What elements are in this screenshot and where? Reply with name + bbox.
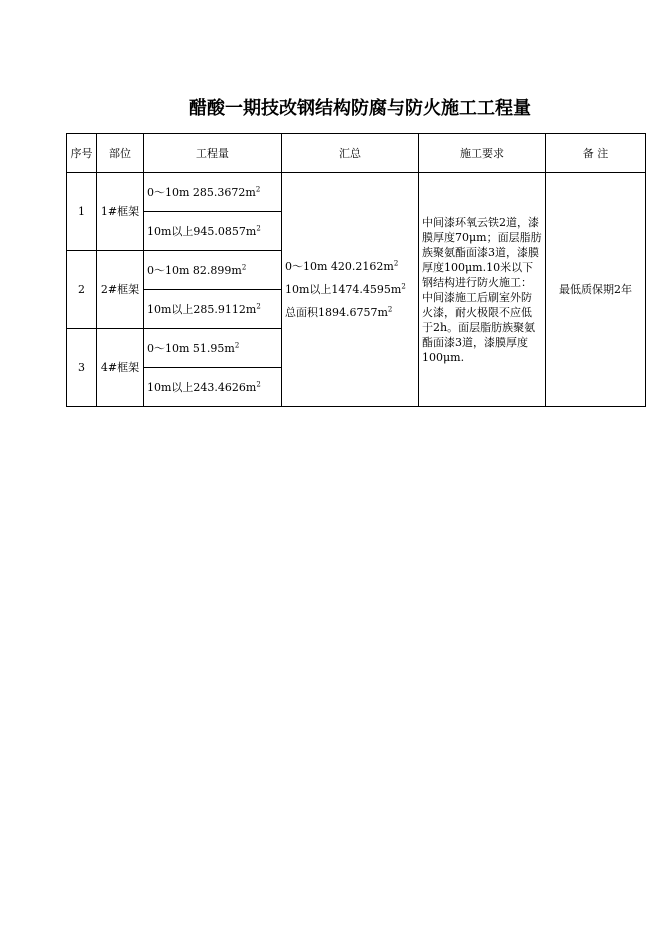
unit-exponent: 2 [256,223,261,232]
header-part: 部位 [97,134,144,173]
quantity-high-cell [144,290,282,329]
summary-high: 10m以上1474.4595m [285,283,402,296]
quantity-high: 10m以上945.0857m [147,224,257,238]
summary-high-line [285,282,415,297]
row-part: 1#框架 [97,173,144,251]
quantity-low-cell [144,173,282,212]
remarks-cell: 最低质保期2年 [546,173,646,407]
unit-exponent: 2 [387,305,393,314]
unit-exponent: 2 [255,184,261,193]
unit-exponent: 2 [256,379,261,388]
unit-exponent: 2 [393,259,399,268]
row-seq: 1 [67,173,97,251]
quantity-high: 10m以上285.9112m [147,302,257,316]
summary-low-line [285,259,415,274]
summary-low: 0～10m 420.2162m [285,260,394,273]
unit-exponent: 2 [401,282,406,291]
quantity-low: 0～10m 285.3672m [147,185,256,199]
quantity-low-cell [144,251,282,290]
quantity-low: 0～10m 82.899m [147,263,242,277]
header-summary: 汇总 [282,134,419,173]
unit-exponent: 2 [241,262,247,271]
summary-cell [282,173,419,407]
page-title: 醋酸一期技改钢结构防腐与防火施工工程量 [189,98,531,119]
unit-exponent: 2 [256,301,261,310]
row-seq: 2 [67,251,97,329]
row-part: 4#框架 [97,329,144,407]
quantity-low-cell [144,329,282,368]
header-requirements: 施工要求 [419,134,546,173]
quantity-high: 10m以上243.4626m [147,380,257,394]
header-remarks: 备 注 [546,134,646,173]
quantity-table [66,133,646,407]
quantity-high-cell [144,368,282,407]
table-row [67,173,646,212]
summary-total-line [285,305,415,320]
header-seq: 序号 [67,134,97,173]
requirements-cell: 中间漆环氧云铁2道，漆膜厚度70μm；面层脂肪族聚氨酯面漆3道，漆膜厚度100μm.10米以下钢结构进行防火施工：中间漆施工后刷室外防火漆，耐火极限不应低于2h。面层脂肪族聚氨酯面漆3道，漆膜厚度100μm. [419,173,546,407]
header-quantity: 工程量 [144,134,282,173]
quantity-high-cell [144,212,282,251]
quantity-low: 0～10m 51.95m [147,341,235,355]
unit-exponent: 2 [234,340,240,349]
summary-total: 总面积1894.6757m [285,306,388,319]
row-part: 2#框架 [97,251,144,329]
header-row [67,134,646,173]
row-seq: 3 [67,329,97,407]
